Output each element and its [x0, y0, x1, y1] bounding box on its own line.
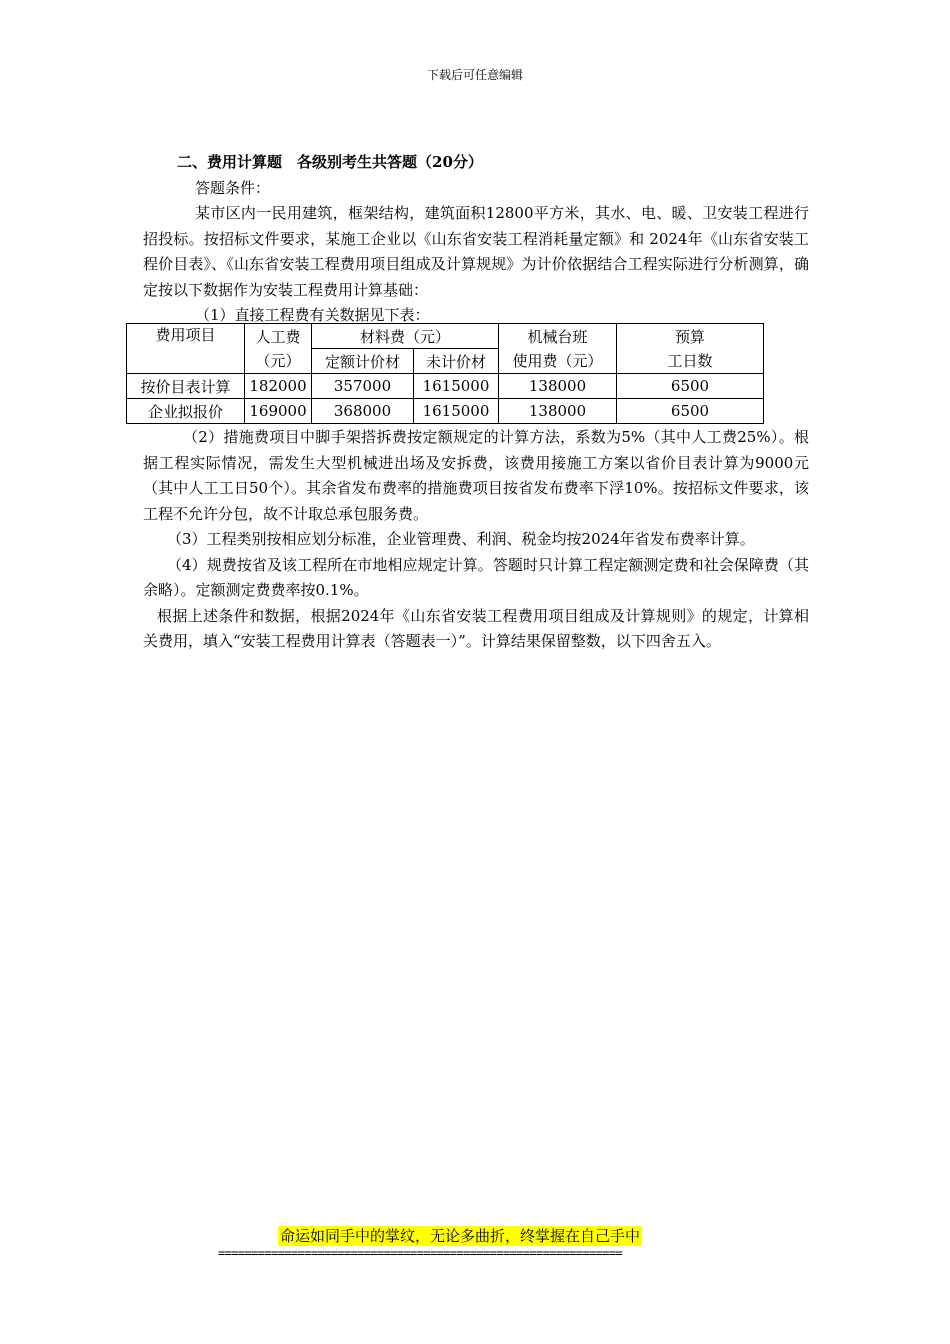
- row-machine: 138000: [499, 374, 617, 399]
- row-name: 企业拟报价: [127, 399, 245, 424]
- header-material-quota: 定额计价材: [312, 349, 414, 374]
- section-title: 二、费用计算题 各级别考生共答题（20分）: [177, 153, 483, 171]
- header-material-unpriced: 未计价材: [414, 349, 499, 374]
- closing-paragraph: 根据上述条件和数据，根据2024年《山东省安装工程费用项目组成及计算规则》的规定，计算相关费用，填入“安装工程费用计算表（答题表一）”。计算结果保留整数，以下四舍五入。: [143, 606, 809, 650]
- header-cost-item: 费用项目: [127, 324, 245, 374]
- row-name: 按价目表计算: [127, 374, 245, 399]
- problem-body: [143, 150, 809, 329]
- item-3: （3）工程类别按相应划分标准，企业管理费、利润、税金均按2024年省发布费率计算。: [167, 530, 755, 548]
- problem-body-continued: [143, 425, 809, 655]
- cost-data-table: [126, 323, 764, 424]
- row-material-quota: 368000: [312, 399, 414, 424]
- row-machine: 138000: [499, 399, 617, 424]
- item-4: （4）规费按省及该工程所在市地相应规定计算。答题时只计算工程定额测定费和社会保障费（其余略）。定额测定费费率按0.1%。: [143, 555, 809, 599]
- row-labor: 182000: [245, 374, 312, 399]
- table-row: [127, 374, 764, 399]
- header-material: 材料费（元）: [312, 324, 499, 349]
- header-labor: 人工费: [245, 324, 312, 349]
- row-material-quota: 357000: [312, 374, 414, 399]
- conditions-label: 答题条件：: [195, 178, 271, 197]
- row-labor: 169000: [245, 399, 312, 424]
- footer-motto: 命运如同手中的掌纹，无论多曲折，终掌握在自己手中: [280, 1227, 641, 1245]
- footer-divider: =============================================================: [218, 1246, 623, 1260]
- header-labor-unit: （元）: [245, 349, 312, 374]
- header-workdays-unit: 工日数: [617, 349, 764, 374]
- row-material-unpriced: 1615000: [414, 399, 499, 424]
- header-workdays: 预算: [617, 324, 764, 349]
- header-machine-unit: 使用费（元）: [499, 349, 617, 374]
- item-2: （2）措施费项目中脚手架搭拆费按定额规定的计算方法，系数为5%（其中人工费25%）。根据工程实际情况，需发生大型机械进出场及安拆费，该费用接施工方案以省价目表计算为9000元（其中人工工日50个）。其余省发布费率的措施费项目按省发布费率下浮10%。按招标文件要求，该工程不允许分包，故不计取总承包服务费。: [143, 428, 809, 523]
- row-material-unpriced: 1615000: [414, 374, 499, 399]
- table-row: [127, 399, 764, 424]
- page-header: 下载后可任意编辑: [426, 68, 523, 82]
- item-1: （1）直接工程费有关数据见下表：: [195, 306, 430, 324]
- intro-paragraph: 某市区内一民用建筑，框架结构，建筑面积12800平方米，其水、电、暖、卫安装工程进行招投标。按招标文件要求，某施工企业以《山东省安装工程消耗量定额》和 2024年《山东省安装工程价目表》、《山东省安装工程费用项目组成及计算规规》为计价依据结合工程实际进行分析测算，确定按以下数据作为安装工程费用计算基础：: [143, 204, 809, 299]
- row-workdays: 6500: [617, 399, 764, 424]
- header-machine: 机械台班: [499, 324, 617, 349]
- row-workdays: 6500: [617, 374, 764, 399]
- table-header-row: [127, 324, 764, 349]
